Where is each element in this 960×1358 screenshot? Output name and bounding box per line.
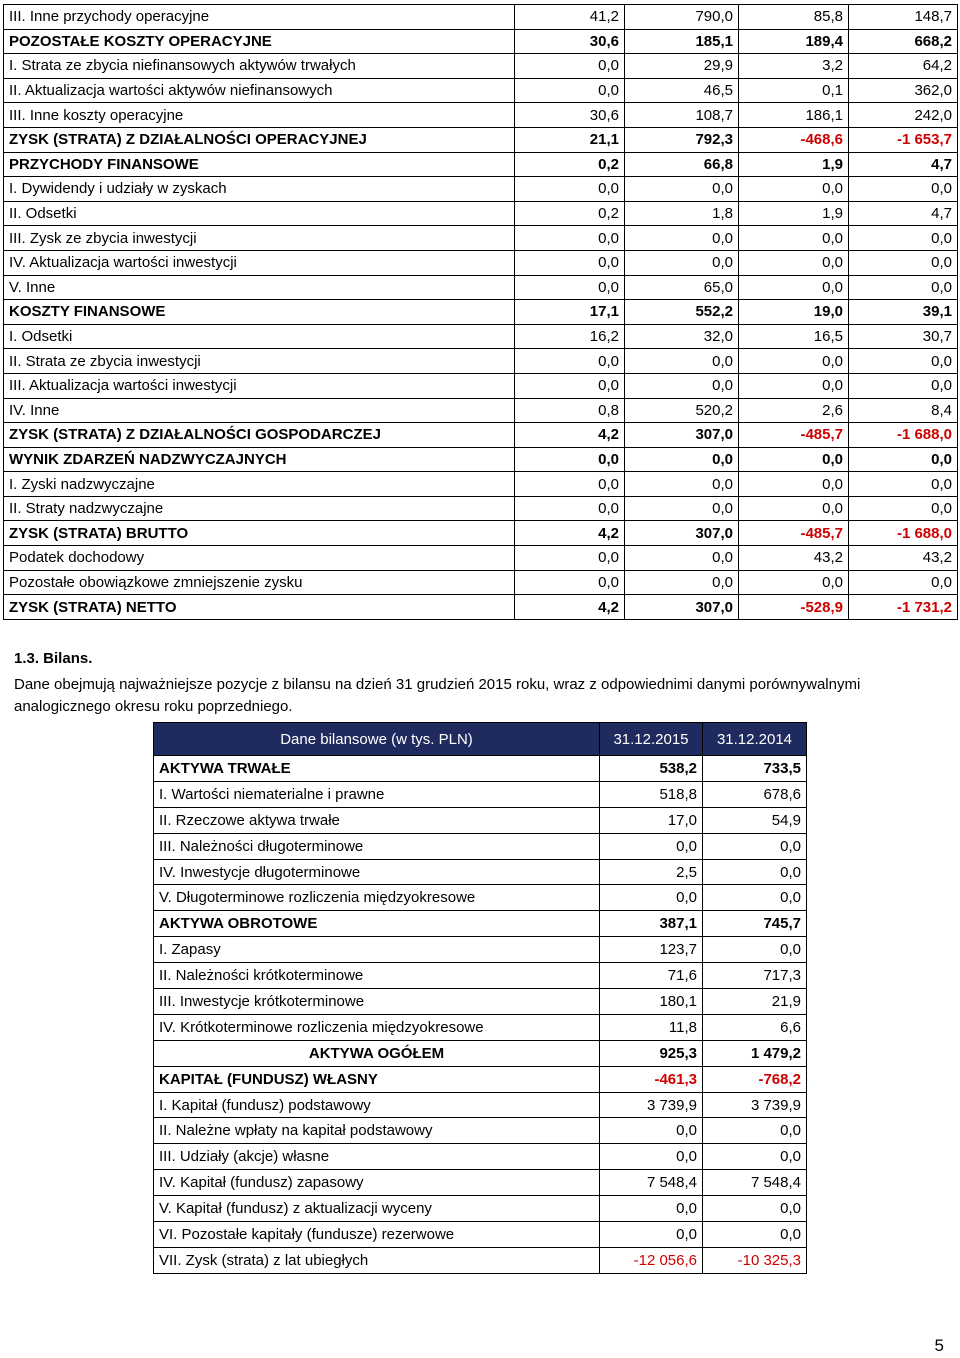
row-value: 4,2 (515, 595, 625, 620)
row-value: 0,0 (703, 859, 807, 885)
balance-header-row (154, 723, 807, 756)
row-label: I. Zyski nadzwyczajne (4, 472, 515, 497)
row-label: VI. Pozostałe kapitały (fundusze) rezerwowe (154, 1222, 600, 1248)
row-value: 362,0 (849, 78, 958, 103)
row-value: 0,0 (849, 570, 958, 595)
row-label: III. Inne koszty operacyjne (4, 103, 515, 128)
row-label: II. Aktualizacja wartości aktywów niefinansowych (4, 78, 515, 103)
row-value: 19,0 (739, 300, 849, 325)
table-row (4, 201, 958, 226)
row-value: 0,0 (739, 349, 849, 374)
row-value: 85,8 (739, 5, 849, 30)
row-value: 307,0 (625, 521, 739, 546)
row-value: 790,0 (625, 5, 739, 30)
table-row (154, 937, 807, 963)
row-value: -485,7 (739, 521, 849, 546)
row-value: 32,0 (625, 324, 739, 349)
row-label: Pozostałe obowiązkowe zmniejszenie zysku (4, 570, 515, 595)
row-value: 745,7 (703, 911, 807, 937)
row-value: 0,0 (600, 885, 703, 911)
row-label: ZYSK (STRATA) NETTO (4, 595, 515, 620)
row-value: -485,7 (739, 423, 849, 448)
income-statement-body (4, 5, 958, 620)
table-row (4, 447, 958, 472)
row-value: 4,2 (515, 521, 625, 546)
table-row (154, 1144, 807, 1170)
row-value: 185,1 (625, 29, 739, 54)
row-value: 4,7 (849, 152, 958, 177)
table-row (4, 5, 958, 30)
row-value: 0,0 (515, 177, 625, 202)
table-row (4, 349, 958, 374)
row-label: I. Wartości niematerialne i prawne (154, 781, 600, 807)
table-row (154, 989, 807, 1015)
table-row (154, 1247, 807, 1273)
row-value: 0,0 (515, 54, 625, 79)
row-value: 792,3 (625, 127, 739, 152)
table-row (154, 1196, 807, 1222)
row-value: 2,6 (739, 398, 849, 423)
section-heading: 1.3. Bilans. (14, 650, 93, 667)
row-value: 0,0 (515, 226, 625, 251)
row-value: 4,2 (515, 423, 625, 448)
row-label: II. Odsetki (4, 201, 515, 226)
row-value: 925,3 (600, 1040, 703, 1066)
row-label: II. Rzeczowe aktywa trwałe (154, 807, 600, 833)
row-value: 520,2 (625, 398, 739, 423)
row-value: 3 739,9 (600, 1092, 703, 1118)
row-value: 0,0 (849, 349, 958, 374)
row-value: 29,9 (625, 54, 739, 79)
table-row (4, 300, 958, 325)
row-value: 54,9 (703, 807, 807, 833)
row-value: 7 548,4 (600, 1170, 703, 1196)
row-value: 4,7 (849, 201, 958, 226)
table-row (4, 398, 958, 423)
row-label: I. Zapasy (154, 937, 600, 963)
table-row (154, 1092, 807, 1118)
row-label: ZYSK (STRATA) BRUTTO (4, 521, 515, 546)
row-value: 0,0 (703, 1118, 807, 1144)
row-label: III. Udziały (akcje) własne (154, 1144, 600, 1170)
row-label: III. Aktualizacja wartości inwestycji (4, 373, 515, 398)
row-value: 180,1 (600, 989, 703, 1015)
row-value: 3 739,9 (703, 1092, 807, 1118)
row-value: 16,5 (739, 324, 849, 349)
row-value: -12 056,6 (600, 1247, 703, 1273)
row-value: 0,0 (600, 833, 703, 859)
row-value: 6,6 (703, 1014, 807, 1040)
balance-header-2014: 31.12.2014 (703, 723, 807, 756)
row-label: V. Długoterminowe rozliczenia międzyokresowe (154, 885, 600, 911)
row-label: AKTYWA TRWAŁE (154, 756, 600, 782)
row-value: 668,2 (849, 29, 958, 54)
table-row (4, 250, 958, 275)
row-value: 717,3 (703, 963, 807, 989)
row-value: 66,8 (625, 152, 739, 177)
row-value: 0,0 (625, 226, 739, 251)
row-value: 71,6 (600, 963, 703, 989)
row-value: 0,0 (600, 1196, 703, 1222)
row-value: 0,0 (515, 570, 625, 595)
row-value: 0,2 (515, 152, 625, 177)
row-value: 0,0 (739, 496, 849, 521)
row-label: III. Zysk ze zbycia inwestycji (4, 226, 515, 251)
row-value: -10 325,3 (703, 1247, 807, 1273)
row-value: 108,7 (625, 103, 739, 128)
row-value: 0,0 (625, 177, 739, 202)
row-value: 0,0 (625, 546, 739, 571)
row-value: 0,0 (739, 275, 849, 300)
row-value: 0,0 (515, 472, 625, 497)
row-label: ZYSK (STRATA) Z DZIAŁALNOŚCI GOSPODARCZEJ (4, 423, 515, 448)
row-label: IV. Aktualizacja wartości inwestycji (4, 250, 515, 275)
row-value: 538,2 (600, 756, 703, 782)
row-value: 0,0 (515, 447, 625, 472)
table-row (154, 781, 807, 807)
row-value: 0,0 (849, 373, 958, 398)
balance-header-2015: 31.12.2015 (600, 723, 703, 756)
row-value: -528,9 (739, 595, 849, 620)
row-value: 0,0 (625, 447, 739, 472)
table-row (4, 472, 958, 497)
row-label: III. Inne przychody operacyjne (4, 5, 515, 30)
table-row (4, 127, 958, 152)
row-value: 21,1 (515, 127, 625, 152)
table-row (4, 275, 958, 300)
row-value: -468,6 (739, 127, 849, 152)
row-label: III. Inwestycje krótkoterminowe (154, 989, 600, 1015)
row-value: 2,5 (600, 859, 703, 885)
table-row (154, 833, 807, 859)
row-value: -768,2 (703, 1066, 807, 1092)
row-label: V. Kapitał (fundusz) z aktualizacji wyceny (154, 1196, 600, 1222)
row-value: 1,9 (739, 152, 849, 177)
row-value: 0,0 (625, 250, 739, 275)
table-row (4, 423, 958, 448)
row-value: 1,9 (739, 201, 849, 226)
table-row (4, 521, 958, 546)
row-value: 678,6 (703, 781, 807, 807)
row-value: 0,0 (849, 447, 958, 472)
row-value: 0,0 (515, 373, 625, 398)
table-row (4, 595, 958, 620)
row-value: 0,0 (739, 373, 849, 398)
row-value: 0,0 (849, 226, 958, 251)
table-row (4, 78, 958, 103)
row-value: -1 731,2 (849, 595, 958, 620)
table-row (4, 496, 958, 521)
row-label: III. Należności długoterminowe (154, 833, 600, 859)
row-value: 0,0 (703, 937, 807, 963)
table-row (154, 756, 807, 782)
table-row (4, 324, 958, 349)
row-value: 0,0 (703, 1222, 807, 1248)
row-label: IV. Inwestycje długoterminowe (154, 859, 600, 885)
row-value: 11,8 (600, 1014, 703, 1040)
table-row (154, 859, 807, 885)
row-label: II. Strata ze zbycia inwestycji (4, 349, 515, 374)
row-label: II. Należne wpłaty na kapitał podstawowy (154, 1118, 600, 1144)
row-value: 7 548,4 (703, 1170, 807, 1196)
table-row (4, 103, 958, 128)
row-label: II. Należności krótkoterminowe (154, 963, 600, 989)
row-value: 0,0 (515, 78, 625, 103)
balance-sheet-body (154, 756, 807, 1274)
row-value: 0,0 (515, 275, 625, 300)
section-description: Dane obejmują najważniejsze pozycje z bilansu na dzień 31 grudzień 2015 roku, wraz z odpowiednimi danymi porównywalnymi analogicznego okresu roku poprzedniego. (14, 676, 861, 715)
row-value: 0,0 (515, 349, 625, 374)
row-value: -1 688,0 (849, 423, 958, 448)
row-value: 1 479,2 (703, 1040, 807, 1066)
row-value: 0,0 (600, 1222, 703, 1248)
row-value: 733,5 (703, 756, 807, 782)
table-row (154, 885, 807, 911)
row-label: WYNIK ZDARZEŃ NADZWYCZAJNYCH (4, 447, 515, 472)
row-value: 1,8 (625, 201, 739, 226)
row-value: 186,1 (739, 103, 849, 128)
table-row (154, 1222, 807, 1248)
row-value: 0,8 (515, 398, 625, 423)
row-value: 8,4 (849, 398, 958, 423)
row-label: V. Inne (4, 275, 515, 300)
row-value: 0,0 (849, 177, 958, 202)
income-statement-table (3, 4, 958, 620)
balance-sheet-table (153, 722, 807, 1274)
row-value: 0,0 (849, 250, 958, 275)
row-label: KAPITAŁ (FUNDUSZ) WŁASNY (154, 1066, 600, 1092)
row-value: 0,0 (600, 1118, 703, 1144)
row-value: 41,2 (515, 5, 625, 30)
row-label: VII. Zysk (strata) z lat ubiegłych (154, 1247, 600, 1273)
row-label: AKTYWA OGÓŁEM (154, 1040, 600, 1066)
row-value: 46,5 (625, 78, 739, 103)
row-value: 30,6 (515, 103, 625, 128)
table-row (4, 29, 958, 54)
row-label: I. Kapitał (fundusz) podstawowy (154, 1092, 600, 1118)
row-label: IV. Krótkoterminowe rozliczenia międzyokresowe (154, 1014, 600, 1040)
row-value: 307,0 (625, 423, 739, 448)
page-number: 5 (934, 1336, 944, 1355)
row-value: 65,0 (625, 275, 739, 300)
row-value: 0,0 (515, 546, 625, 571)
row-value: 0,0 (600, 1144, 703, 1170)
row-value: 0,0 (625, 472, 739, 497)
table-row (154, 911, 807, 937)
row-value: 0,2 (515, 201, 625, 226)
row-value: 21,9 (703, 989, 807, 1015)
row-value: -1 653,7 (849, 127, 958, 152)
row-label: KOSZTY FINANSOWE (4, 300, 515, 325)
table-row (4, 226, 958, 251)
row-value: 3,2 (739, 54, 849, 79)
table-row (154, 807, 807, 833)
table-row (154, 1170, 807, 1196)
row-value: 17,0 (600, 807, 703, 833)
table-row (4, 54, 958, 79)
row-value: -461,3 (600, 1066, 703, 1092)
table-row (4, 152, 958, 177)
row-value: 43,2 (849, 546, 958, 571)
row-value: -1 688,0 (849, 521, 958, 546)
table-row (4, 177, 958, 202)
row-value: 0,0 (739, 250, 849, 275)
row-value: 0,0 (625, 349, 739, 374)
table-row (154, 963, 807, 989)
row-label: I. Odsetki (4, 324, 515, 349)
row-label: AKTYWA OBROTOWE (154, 911, 600, 937)
balance-header-label: Dane bilansowe (w tys. PLN) (154, 723, 600, 756)
row-label: IV. Inne (4, 398, 515, 423)
row-value: 0,0 (739, 177, 849, 202)
row-label: IV. Kapitał (fundusz) zapasowy (154, 1170, 600, 1196)
row-value: 552,2 (625, 300, 739, 325)
row-value: 148,7 (849, 5, 958, 30)
table-row (154, 1040, 807, 1066)
row-label: I. Strata ze zbycia niefinansowych aktywów trwałych (4, 54, 515, 79)
table-row (154, 1014, 807, 1040)
row-value: 0,0 (703, 1144, 807, 1170)
row-value: 0,1 (739, 78, 849, 103)
row-value: 189,4 (739, 29, 849, 54)
row-value: 0,0 (703, 1196, 807, 1222)
row-value: 0,0 (625, 570, 739, 595)
row-value: 518,8 (600, 781, 703, 807)
row-value: 0,0 (515, 496, 625, 521)
row-value: 0,0 (739, 472, 849, 497)
row-label: POZOSTAŁE KOSZTY OPERACYJNE (4, 29, 515, 54)
table-row (154, 1118, 807, 1144)
row-value: 0,0 (703, 885, 807, 911)
table-row (4, 546, 958, 571)
row-value: 242,0 (849, 103, 958, 128)
row-value: 0,0 (739, 226, 849, 251)
row-label: II. Straty nadzwyczajne (4, 496, 515, 521)
row-value: 0,0 (849, 472, 958, 497)
row-value: 0,0 (849, 496, 958, 521)
row-value: 0,0 (703, 833, 807, 859)
row-label: ZYSK (STRATA) Z DZIAŁALNOŚCI OPERACYJNEJ (4, 127, 515, 152)
row-value: 123,7 (600, 937, 703, 963)
row-value: 64,2 (849, 54, 958, 79)
row-value: 387,1 (600, 911, 703, 937)
row-value: 43,2 (739, 546, 849, 571)
row-value: 0,0 (739, 570, 849, 595)
row-value: 0,0 (849, 275, 958, 300)
row-value: 0,0 (515, 250, 625, 275)
row-value: 307,0 (625, 595, 739, 620)
table-row (4, 373, 958, 398)
row-value: 0,0 (625, 373, 739, 398)
row-label: Podatek dochodowy (4, 546, 515, 571)
row-label: PRZYCHODY FINANSOWE (4, 152, 515, 177)
table-row (4, 570, 958, 595)
table-row (154, 1066, 807, 1092)
row-value: 39,1 (849, 300, 958, 325)
row-value: 17,1 (515, 300, 625, 325)
row-value: 30,6 (515, 29, 625, 54)
row-value: 0,0 (625, 496, 739, 521)
row-label: I. Dywidendy i udziały w zyskach (4, 177, 515, 202)
row-value: 16,2 (515, 324, 625, 349)
row-value: 0,0 (739, 447, 849, 472)
row-value: 30,7 (849, 324, 958, 349)
